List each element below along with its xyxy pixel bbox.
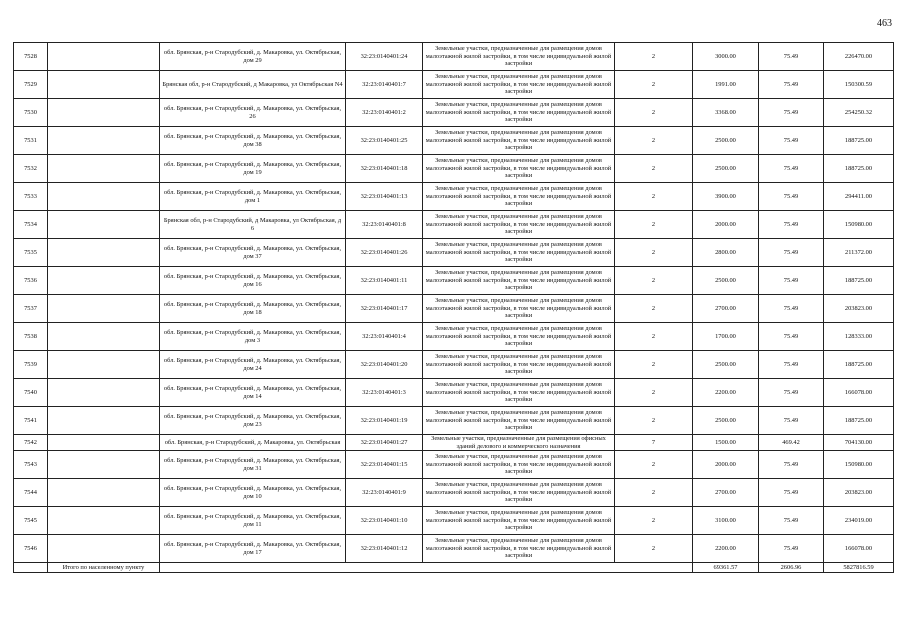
table-row	[14, 295, 894, 323]
cadastral-value-cell: 188725.00	[824, 407, 894, 435]
land-use-cell: Земельные участки, предназначенные для размещения домов малоэтажной жилой застройки, в том числе индивидуальной жилой застройки	[423, 127, 615, 155]
cadastral-value-cell: 150980.00	[824, 451, 894, 479]
address-cell: обл. Брянская, р-н Стародубский, д. Макаровка, ул. Октябрьская, дом 3	[160, 323, 346, 351]
cadastral-value-cell: 188725.00	[824, 351, 894, 379]
specific-value-cell: 75.49	[759, 507, 824, 535]
total-spacer-cell	[160, 563, 693, 573]
specific-value-cell: 75.49	[759, 351, 824, 379]
address-cell: обл. Брянская, р-н Стародубский, д. Макаровка, ул. Октябрьская, дом 10	[160, 479, 346, 507]
group-cell: 2	[615, 267, 693, 295]
row-number: 7535	[14, 239, 48, 267]
empty-cell	[48, 435, 160, 451]
empty-cell	[48, 99, 160, 127]
specific-value-cell: 75.49	[759, 407, 824, 435]
land-use-cell: Земельные участки, предназначенные для размещения домов малоэтажной жилой застройки, в том числе индивидуальной жилой застройки	[423, 211, 615, 239]
empty-cell	[48, 155, 160, 183]
table-row	[14, 351, 894, 379]
area-cell: 2700.00	[693, 295, 759, 323]
land-use-cell: Земельные участки, предназначенные для размещения домов малоэтажной жилой застройки, в том числе индивидуальной жилой застройки	[423, 183, 615, 211]
table-row	[14, 451, 894, 479]
table-row	[14, 43, 894, 71]
land-use-cell: Земельные участки, предназначенные для размещения домов малоэтажной жилой застройки, в том числе индивидуальной жилой застройки	[423, 535, 615, 563]
specific-value-cell: 75.49	[759, 323, 824, 351]
land-use-cell: Земельные участки, предназначенные для размещения домов малоэтажной жилой застройки, в том числе индивидуальной жилой застройки	[423, 507, 615, 535]
empty-cell	[48, 351, 160, 379]
area-cell: 1500.00	[693, 435, 759, 451]
cadastral-value-cell: 128333.00	[824, 323, 894, 351]
table-row	[14, 323, 894, 351]
address-cell: Брянская обл, р-н Стародубский, д Макаровка, ул Октябрьская, д 6	[160, 211, 346, 239]
empty-cell	[48, 451, 160, 479]
table-row	[14, 535, 894, 563]
land-use-cell: Земельные участки, предназначенные для размещения домов малоэтажной жилой застройки, в том числе индивидуальной жилой застройки	[423, 239, 615, 267]
cadastral-value-cell: 203823.00	[824, 295, 894, 323]
cadastral-value-cell: 166078.00	[824, 379, 894, 407]
group-cell: 2	[615, 323, 693, 351]
empty-cell	[48, 43, 160, 71]
area-cell: 2500.00	[693, 267, 759, 295]
row-number: 7534	[14, 211, 48, 239]
specific-value-cell: 75.49	[759, 451, 824, 479]
address-cell: обл. Брянская, р-н Стародубский, д. Макаровка, ул. Октябрьская, дом 19	[160, 155, 346, 183]
group-cell: 2	[615, 71, 693, 99]
table-row	[14, 99, 894, 127]
cadastral-value-cell: 150980.00	[824, 211, 894, 239]
land-use-cell: Земельные участки, предназначенные для размещения домов малоэтажной жилой застройки, в том числе индивидуальной жилой застройки	[423, 155, 615, 183]
group-cell: 2	[615, 183, 693, 211]
land-use-cell: Земельные участки, предназначенные для размещения офисных зданий делового и коммерческого назначения	[423, 435, 615, 451]
table-row	[14, 407, 894, 435]
total-label-cell: Итого по населенному пункту	[48, 563, 160, 573]
cadastral-value-cell: 166078.00	[824, 535, 894, 563]
land-use-cell: Земельные участки, предназначенные для размещения домов малоэтажной жилой застройки, в том числе индивидуальной жилой застройки	[423, 407, 615, 435]
row-number: 7543	[14, 451, 48, 479]
group-cell: 2	[615, 507, 693, 535]
cadastral-number-cell: 32:23:0140401:3	[346, 379, 423, 407]
table-row	[14, 71, 894, 99]
specific-value-cell: 75.49	[759, 239, 824, 267]
area-cell: 2200.00	[693, 535, 759, 563]
total-area-cell: 69361.57	[693, 563, 759, 573]
cadastral-number-cell: 32:23:0140401:4	[346, 323, 423, 351]
cadastral-number-cell: 32:23:0140401:2	[346, 99, 423, 127]
empty-cell	[48, 267, 160, 295]
address-cell: обл. Брянская, р-н Стародубский, д. Макаровка, ул. Октябрьская, дом 23	[160, 407, 346, 435]
land-use-cell: Земельные участки, предназначенные для размещения домов малоэтажной жилой застройки, в том числе индивидуальной жилой застройки	[423, 379, 615, 407]
address-cell: обл. Брянская, р-н Стародубский, д. Макаровка, ул. Октябрьская, дом 11	[160, 507, 346, 535]
address-cell: обл. Брянская, р-н Стародубский, д. Макаровка, ул. Октябрьская	[160, 435, 346, 451]
land-use-cell: Земельные участки, предназначенные для размещения домов малоэтажной жилой застройки, в том числе индивидуальной жилой застройки	[423, 71, 615, 99]
land-use-cell: Земельные участки, предназначенные для размещения домов малоэтажной жилой застройки, в том числе индивидуальной жилой застройки	[423, 295, 615, 323]
group-cell: 7	[615, 435, 693, 451]
row-number: 7533	[14, 183, 48, 211]
cadastral-number-cell: 32:23:0140401:7	[346, 71, 423, 99]
specific-value-cell: 75.49	[759, 267, 824, 295]
cadastral-number-cell: 32:23:0140401:18	[346, 155, 423, 183]
land-use-cell: Земельные участки, предназначенные для размещения домов малоэтажной жилой застройки, в том числе индивидуальной жилой застройки	[423, 451, 615, 479]
address-cell: обл. Брянская, р-н Стародубский, д. Макаровка, ул. Октябрьская, дом 31	[160, 451, 346, 479]
cadastral-value-cell: 188725.00	[824, 155, 894, 183]
table-row	[14, 435, 894, 451]
table-row	[14, 479, 894, 507]
specific-value-cell: 75.49	[759, 155, 824, 183]
group-cell: 2	[615, 239, 693, 267]
group-cell: 2	[615, 479, 693, 507]
cadastral-number-cell: 32:23:0140401:13	[346, 183, 423, 211]
row-number: 7542	[14, 435, 48, 451]
cadastral-value-cell: 704130.00	[824, 435, 894, 451]
specific-value-cell: 75.49	[759, 43, 824, 71]
specific-value-cell: 75.49	[759, 535, 824, 563]
area-cell: 2000.00	[693, 211, 759, 239]
cadastral-number-cell: 32:23:0140401:12	[346, 535, 423, 563]
cadastral-number-cell: 32:23:0140401:20	[346, 351, 423, 379]
row-number: 7539	[14, 351, 48, 379]
row-number: 7544	[14, 479, 48, 507]
address-cell: обл. Брянская, р-н Стародубский, д. Макаровка, ул. Октябрьская, дом 38	[160, 127, 346, 155]
area-cell: 2800.00	[693, 239, 759, 267]
table-body	[14, 43, 894, 573]
row-number: 7537	[14, 295, 48, 323]
cadastral-number-cell: 32:23:0140401:11	[346, 267, 423, 295]
group-cell: 2	[615, 379, 693, 407]
cadastral-value-cell: 150300.59	[824, 71, 894, 99]
group-cell: 2	[615, 295, 693, 323]
cadastral-value-cell: 211372.00	[824, 239, 894, 267]
group-cell: 2	[615, 99, 693, 127]
table-row	[14, 379, 894, 407]
area-cell: 2500.00	[693, 351, 759, 379]
cadastral-value-table	[13, 42, 894, 573]
empty-cell	[48, 127, 160, 155]
empty-cell	[48, 407, 160, 435]
specific-value-cell: 469.42	[759, 435, 824, 451]
group-cell: 2	[615, 43, 693, 71]
area-cell: 2500.00	[693, 155, 759, 183]
row-number: 7545	[14, 507, 48, 535]
area-cell: 3368.00	[693, 99, 759, 127]
cadastral-number-cell: 32:23:0140401:8	[346, 211, 423, 239]
cadastral-number-cell: 32:23:0140401:17	[346, 295, 423, 323]
address-cell: обл. Брянская, р-н Стародубский, д. Макаровка, ул. Октябрьская, дом 1	[160, 183, 346, 211]
cadastral-number-cell: 32:23:0140401:25	[346, 127, 423, 155]
specific-value-cell: 75.49	[759, 295, 824, 323]
cadastral-number-cell: 32:23:0140401:10	[346, 507, 423, 535]
cadastral-value-cell: 234019.00	[824, 507, 894, 535]
cadastral-number-cell: 32:23:0140401:27	[346, 435, 423, 451]
cadastral-value-cell: 188725.00	[824, 267, 894, 295]
empty-cell	[48, 183, 160, 211]
area-cell: 1991.00	[693, 71, 759, 99]
cadastral-number-cell: 32:23:0140401:9	[346, 479, 423, 507]
page-number: 463	[877, 18, 892, 29]
cadastral-value-cell: 188725.00	[824, 127, 894, 155]
address-cell: обл. Брянская, р-н Стародубский, д. Макаровка, ул. Октябрьская, дом 18	[160, 295, 346, 323]
group-cell: 2	[615, 127, 693, 155]
specific-value-cell: 75.49	[759, 99, 824, 127]
row-number: 7528	[14, 43, 48, 71]
land-use-cell: Земельные участки, предназначенные для размещения домов малоэтажной жилой застройки, в том числе индивидуальной жилой застройки	[423, 99, 615, 127]
area-cell: 3900.00	[693, 183, 759, 211]
cadastral-number-cell: 32:23:0140401:15	[346, 451, 423, 479]
group-cell: 2	[615, 407, 693, 435]
cadastral-number-cell: 32:23:0140401:19	[346, 407, 423, 435]
address-cell: обл. Брянская, р-н Стародубский, д. Макаровка, ул. Октябрьская, дом 24	[160, 351, 346, 379]
land-use-cell: Земельные участки, предназначенные для размещения домов малоэтажной жилой застройки, в том числе индивидуальной жилой застройки	[423, 351, 615, 379]
group-cell: 2	[615, 155, 693, 183]
empty-cell	[48, 323, 160, 351]
row-number: 7538	[14, 323, 48, 351]
address-cell: обл. Брянская, р-н Стародубский, д. Макаровка, ул. Октябрьская, дом 16	[160, 267, 346, 295]
row-number: 7536	[14, 267, 48, 295]
row-number: 7531	[14, 127, 48, 155]
area-cell: 3100.00	[693, 507, 759, 535]
area-cell: 2000.00	[693, 451, 759, 479]
specific-value-cell: 75.49	[759, 479, 824, 507]
address-cell: обл. Брянская, р-н Стародубский, д. Макаровка, ул. Октябрьская, 26	[160, 99, 346, 127]
table-row	[14, 239, 894, 267]
table-row	[14, 507, 894, 535]
empty-cell	[48, 479, 160, 507]
area-cell: 2500.00	[693, 407, 759, 435]
row-number: 7540	[14, 379, 48, 407]
row-number: 7530	[14, 99, 48, 127]
cadastral-value-cell: 203823.00	[824, 479, 894, 507]
cadastral-value-cell: 226470.00	[824, 43, 894, 71]
empty-cell	[48, 295, 160, 323]
group-cell: 2	[615, 351, 693, 379]
total-specific-value-cell: 2606.96	[759, 563, 824, 573]
empty-cell	[48, 379, 160, 407]
row-number: 7529	[14, 71, 48, 99]
total-row	[14, 563, 894, 573]
specific-value-cell: 75.49	[759, 183, 824, 211]
address-cell: обл. Брянская, р-н Стародубский, д. Макаровка, ул. Октябрьская, дом 17	[160, 535, 346, 563]
area-cell: 2200.00	[693, 379, 759, 407]
empty-cell	[48, 211, 160, 239]
land-use-cell: Земельные участки, предназначенные для размещения домов малоэтажной жилой застройки, в том числе индивидуальной жилой застройки	[423, 267, 615, 295]
empty-cell	[48, 239, 160, 267]
row-number: 7546	[14, 535, 48, 563]
row-number: 7541	[14, 407, 48, 435]
land-use-cell: Земельные участки, предназначенные для размещения домов малоэтажной жилой застройки, в том числе индивидуальной жилой застройки	[423, 43, 615, 71]
cadastral-number-cell: 32:23:0140401:24	[346, 43, 423, 71]
empty-cell	[48, 507, 160, 535]
row-number: 7532	[14, 155, 48, 183]
area-cell: 3000.00	[693, 43, 759, 71]
group-cell: 2	[615, 451, 693, 479]
cadastral-value-cell: 294411.00	[824, 183, 894, 211]
group-cell: 2	[615, 211, 693, 239]
address-cell: обл. Брянская, р-н Стародубский, д. Макаровка, ул. Октябрьская, дом 37	[160, 239, 346, 267]
table-row	[14, 183, 894, 211]
address-cell: Брянская обл, р-н Стародубский, д Макаровка, ул Октябрьская N4	[160, 71, 346, 99]
empty-cell	[48, 71, 160, 99]
cadastral-value-cell: 254250.32	[824, 99, 894, 127]
total-empty-cell	[14, 563, 48, 573]
specific-value-cell: 75.49	[759, 127, 824, 155]
area-cell: 2500.00	[693, 127, 759, 155]
area-cell: 1700.00	[693, 323, 759, 351]
land-use-cell: Земельные участки, предназначенные для размещения домов малоэтажной жилой застройки, в том числе индивидуальной жилой застройки	[423, 323, 615, 351]
cadastral-number-cell: 32:23:0140401:26	[346, 239, 423, 267]
specific-value-cell: 75.49	[759, 379, 824, 407]
table-row	[14, 267, 894, 295]
specific-value-cell: 75.49	[759, 71, 824, 99]
area-cell: 2700.00	[693, 479, 759, 507]
total-cadastral-value-cell: 5827816.59	[824, 563, 894, 573]
table-row	[14, 127, 894, 155]
address-cell: обл. Брянская, р-н Стародубский, д. Макаровка, ул. Октябрьская, дом 14	[160, 379, 346, 407]
empty-cell	[48, 535, 160, 563]
table-row	[14, 155, 894, 183]
table-row	[14, 211, 894, 239]
address-cell: обл. Брянская, р-н Стародубский, д. Макаровка, ул. Октябрьская, дом 29	[160, 43, 346, 71]
land-use-cell: Земельные участки, предназначенные для размещения домов малоэтажной жилой застройки, в том числе индивидуальной жилой застройки	[423, 479, 615, 507]
group-cell: 2	[615, 535, 693, 563]
specific-value-cell: 75.49	[759, 211, 824, 239]
